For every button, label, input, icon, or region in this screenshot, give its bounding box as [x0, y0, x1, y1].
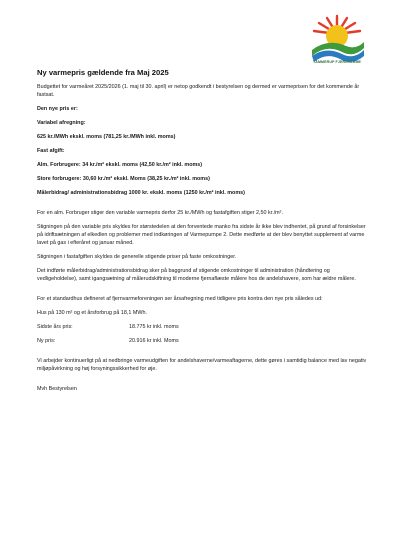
house-description: Hus på 130 m² og et årsforbrug på 18,1 MWh.	[37, 310, 147, 316]
comparison-value: 20.916 kr inkl. Moms	[129, 338, 179, 344]
letter-body	[37, 68, 367, 399]
closing-paragraph: Vi arbejder kontinuerligt på at nedbringe varmeudgiften for andelshaverne/varmeaftagerne, dette gøres i samtidig balance med lav negativ miljøpåvirkning og høj forsyningssikkerhed for øje.	[37, 358, 367, 372]
variable-price: 625 kr./MWh ekskl. moms (781,25 kr./MWh inkl. moms)	[37, 134, 176, 140]
fixed-reason-paragraph: Stigningen i fastafgiften skyldes de generelle stigende priser på faste omkostninger.	[37, 254, 237, 260]
comparison-row	[37, 323, 367, 331]
fixed-price-large: Store forbrugere: 30,60 kr./m² ekskl. Moms (38,25 kr./m² inkl. moms)	[37, 176, 210, 182]
signature: Mvh Bestyrelsen	[37, 386, 77, 392]
comparison-label: Sidste års pris:	[37, 324, 73, 330]
increase-paragraph: For en alm. Forbruger stiger den variable varmepris derfor 25 kr./MWh og fastafgiften stiger 2,50 kr./m².	[37, 210, 283, 216]
variable-reason-paragraph: Stigningen på den variable pris skyldes for størstedelen at den forventede manko fra sidste år ikke blev indhentet, på grund af forsinkelser på idriftsætningen af elkedlen og problemer med indkøringen af Varmepumpe 2. Dette medførte at der blev benyttet supplement af varme lavet på gas i efteråret og januar måned.	[37, 224, 366, 246]
fixed-heading: Fast afgift:	[37, 148, 65, 154]
intro-paragraph: Budgettet for varmeåret 2025/2026 (1. maj til 30. april) er netop godkendt i bestyrelsen og dermed er varmeprisen for det kommende år fastsat.	[37, 84, 360, 98]
fixed-price-small: Alm. Forbrugere: 34 kr./m² ekskl. moms (42,50 kr./m² inkl. moms)	[37, 162, 203, 168]
comparison-row	[37, 337, 367, 345]
logo-text: TÅMMERUP FJERNVARME	[312, 60, 362, 64]
meter-fee: Målerbidrag/ administrationsbidrag 1000 kr. ekskl. moms (1250 kr./m² inkl. moms)	[37, 190, 245, 196]
tammerup-fjernvarme-logo-icon	[306, 12, 368, 74]
new-price-heading: Den nye pris er:	[37, 106, 78, 112]
page-title: Ny varmepris gældende fra Maj 2025	[37, 68, 169, 77]
standard-house-paragraph: For et standardhus defineret af fjernvarmeforeningen ser årsafregning med tidligere pris kontra den nye pris således ud:	[37, 296, 323, 302]
meter-fee-paragraph: Det indførte målerbidrag/administrationsbidrag sker på baggrund af stigende omkostninger til administration (håndtering og vedligeholdelse), samt igangsætning af målerudskiftning til moderne fjernaflæste målere hos de andelshavere, som har ældre målere.	[37, 268, 356, 282]
comparison-label: Ny pris:	[37, 338, 56, 344]
variable-heading: Variabel afregning:	[37, 120, 86, 126]
comparison-value: 18.775 kr inkl. moms	[129, 324, 179, 330]
